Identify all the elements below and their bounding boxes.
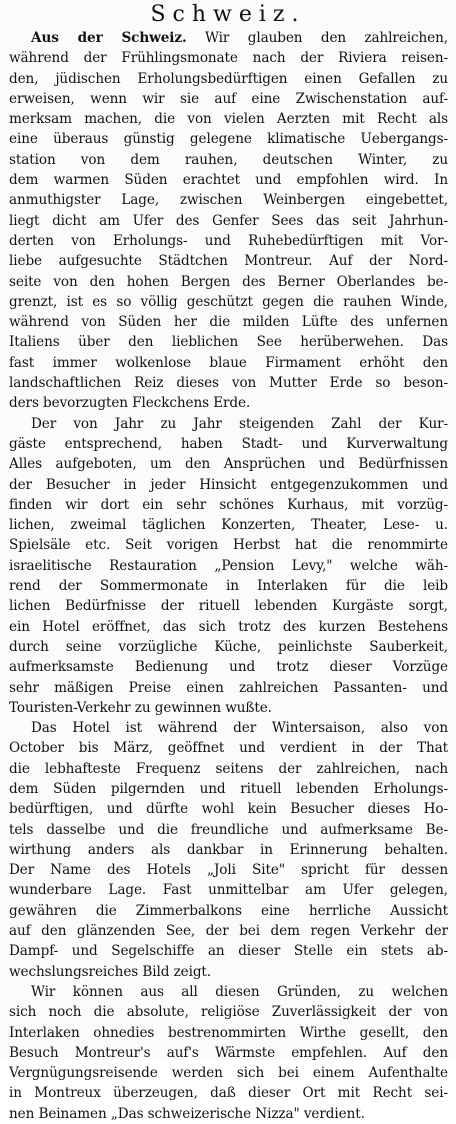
text-line: Der Name des Hotels „Joli Site" spricht für dessen <box>9 862 448 879</box>
text-line: anmuthigster Lage, zwischen Weinbergen eingebettet, <box>9 192 448 209</box>
text-line: lichen Bedürfnisse der rituell lebenden Kurgäste sorgt, <box>9 598 448 615</box>
text-line <box>9 28 448 48</box>
text-line: Wir können aus all diesen Gründen, zu welchen <box>31 983 448 1000</box>
text-line: liegt dicht am Ufer des Genfer Sees das seit Jahrhun- <box>9 212 448 229</box>
text-line: dem Süden pilgernden und rituell lebenden Erholungs- <box>9 780 448 797</box>
text-line: eine überaus günstig gelegene klimatische Uebergangs- <box>9 131 448 148</box>
text-line: ein Hotel eröffnet, das sich trotz des kurzen Bestehens <box>9 618 448 635</box>
text-line: finden wir dort ein sehr schönes Kurhaus, mit vorzüg- <box>9 496 448 513</box>
text-line: bedürftigen, und dürfte wohl kein Besucher dieses Ho- <box>9 801 448 818</box>
text-line: wechslungsreiches Bild zeigt. <box>9 963 212 980</box>
text-line: nen Beinamen „Das schweizerische Nizza" verdient. <box>9 1105 365 1122</box>
article-lead: Aus der Schweiz. <box>31 30 187 46</box>
text-line: Touristen-Verkehr zu gewinnen wußte. <box>9 699 272 716</box>
text-line: landschaftlichen Reiz dieses von Mutter Erde so beson- <box>9 375 448 392</box>
text-line: auf den glänzenden See, der bei dem regen Verkehr der <box>9 923 448 940</box>
text-line: wirthung anders als dankbar in Erinnerung behalten. <box>9 841 448 858</box>
section-heading: Schweiz. <box>150 2 306 27</box>
article-body <box>0 28 456 1124</box>
text-line: Italiens über den lieblichen See herüberwehen. Das <box>9 334 448 351</box>
text-line: sehr mäßigen Preise einen zahlreichen Passanten- und <box>9 679 448 696</box>
text-line: October bis März, geöffnet und verdient in der That <box>9 740 448 757</box>
text-line: Der von Jahr zu Jahr steigenden Zahl der Kur- <box>31 415 448 432</box>
text-line: die lebhafteste Frequenz seitens der zahlreichen, nach <box>9 760 448 777</box>
text-line: durch seine vorzügliche Küche, peinlichste Sauberkeit, <box>9 638 448 655</box>
text-line: dem warmen Süden erachtet und empfohlen wird. In <box>9 172 448 189</box>
text-line: Besuch Montreur's auf's Wärmste empfehlen. Auf den <box>9 1044 448 1061</box>
text-line: während der Frühlingsmonate nach der Riviera reisen- <box>9 50 448 67</box>
text-line: wunderbare Lage. Fast unmittelbar am Ufer gelegen, <box>9 882 448 899</box>
text-line: sich noch die absolute, religiöse Zuverlässigkeit der von <box>9 1004 448 1021</box>
text-line: Alles aufgeboten, um den Ansprüchen und Bedürfnissen <box>9 456 448 473</box>
text-line: grenzt, ist es so völlig geschützt gegen die rauhen Winde, <box>9 293 448 310</box>
text-line: seite von den hohen Bergen des Berner Oberlandes be- <box>9 273 448 290</box>
text-line: tels dasselbe und die freundliche und aufmerksame Be- <box>9 821 448 838</box>
text-line: der Besucher in jeder Hinsicht entgegenzukommen und <box>9 476 448 493</box>
text-line: merksam machen, die von vielen Aerzten mit Recht als <box>9 111 448 128</box>
text-line: liebe aufgesuchte Städtchen Montreur. Auf der Nord- <box>9 253 448 270</box>
text-line: erweisen, wenn wir sie auf eine Zwischenstation auf- <box>9 90 448 107</box>
text-line: derten von Erholungs- und Ruhebedürftigen mit Vor- <box>9 232 448 249</box>
text-line: israelitische Restauration „Pension Levy," welche wäh- <box>9 557 448 574</box>
text-line: gäste entsprechend, haben Stadt- und Kurverwaltung <box>9 435 448 452</box>
text-line-content: Wir glauben den zahlreichen, <box>186 30 448 46</box>
text-line: Vergnügungsreisende werden sich bei einem Aufenthalte <box>9 1065 448 1082</box>
text-line: aufmerksamste Bedienung und trotz dieser Vorzüge <box>9 659 448 676</box>
text-line: ders bevorzugten Fleckchens Erde. <box>9 395 251 412</box>
text-line: gewähren die Zimmerbalkons eine herrliche Aussicht <box>9 902 448 919</box>
text-line: Das Hotel ist während der Wintersaison, also von <box>31 720 448 737</box>
text-line: Spielsäle etc. Seit vorigen Herbst hat die renommirte <box>9 537 448 554</box>
text-line: station von dem rauhen, deutschen Winter, zu <box>9 151 448 168</box>
text-line: in Montreux überzeugen, daß dieser Ort mit Recht sei- <box>9 1085 448 1102</box>
text-line: Interlaken ohnedies bestrenommirten Wirthe gesellt, den <box>9 1024 448 1041</box>
text-line: lichen, zweimal täglichen Konzerten, Theater, Lese- u. <box>9 517 448 534</box>
text-line: Dampf- und Segelschiffe an dieser Stelle ein stets ab- <box>9 943 448 960</box>
text-line: fast immer wolkenlose blaue Firmament erhöht den <box>9 354 448 371</box>
text-line: während von Süden her die milden Lüfte des unfernen <box>9 314 448 331</box>
text-line: den, jüdischen Erholungsbedürftigen einen Gefallen zu <box>9 70 448 87</box>
text-line: rend der Sommermonate in Interlaken für die leib <box>9 578 448 595</box>
